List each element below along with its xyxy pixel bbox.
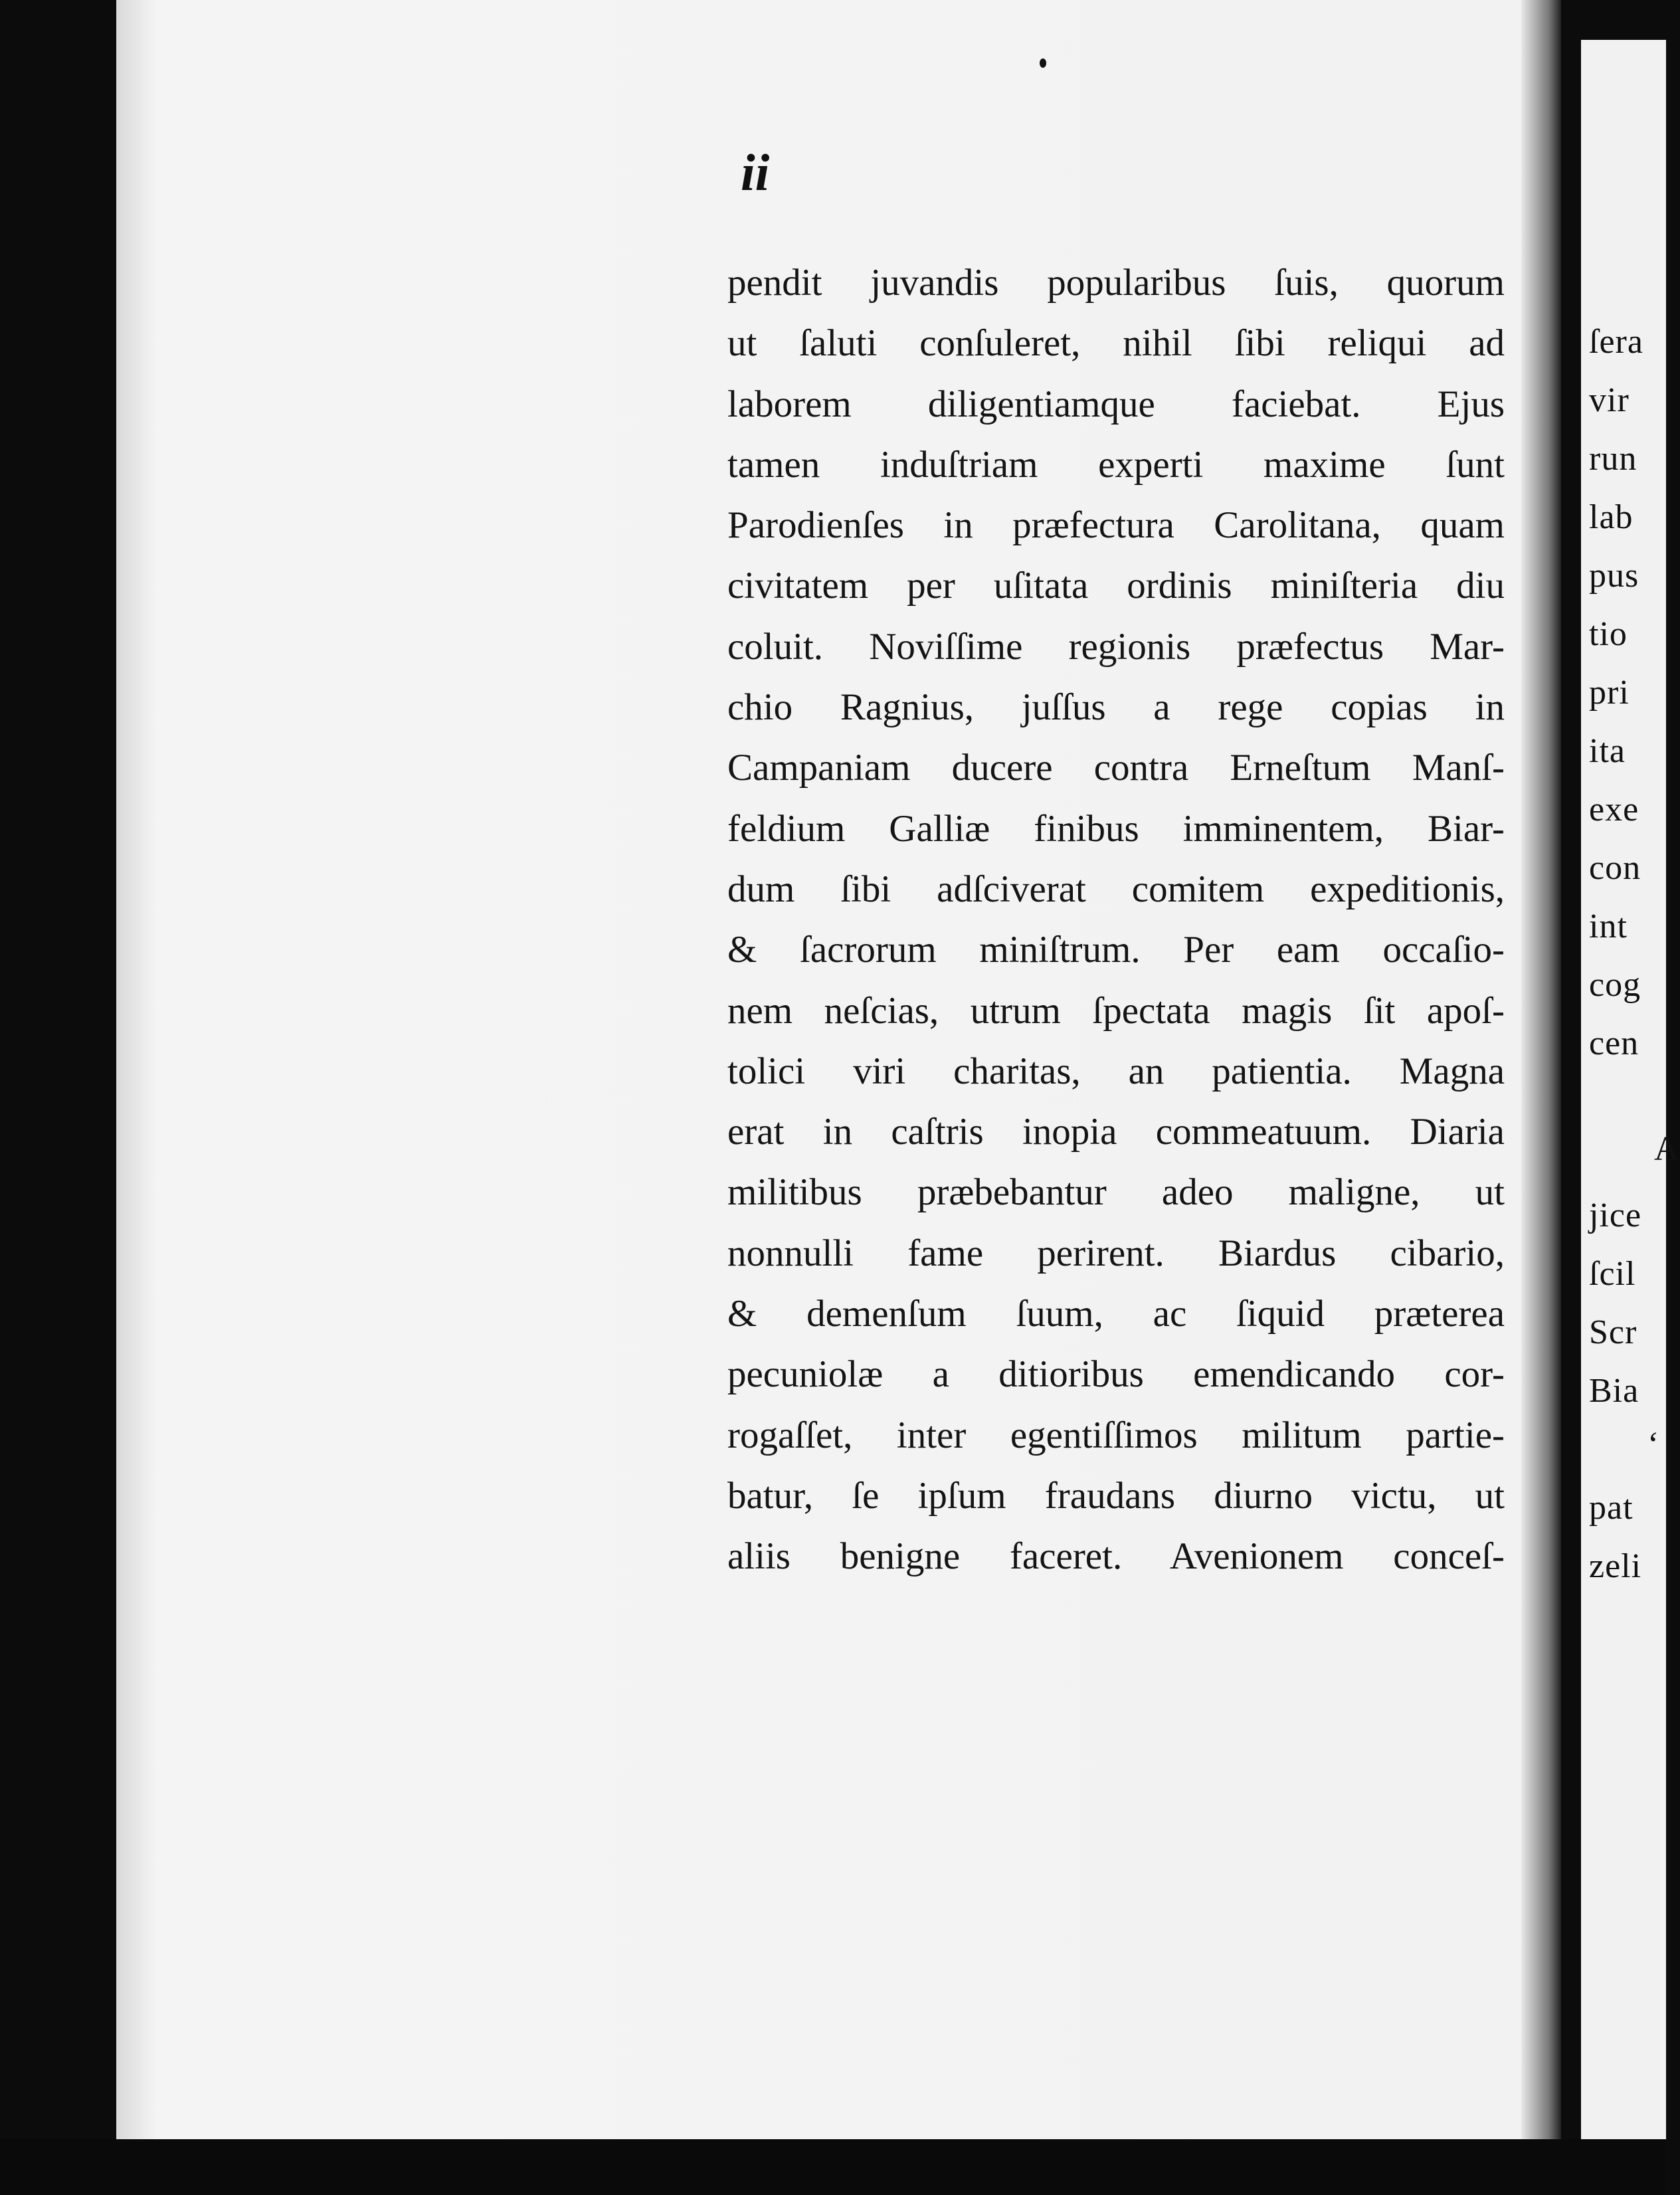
text-line: Parodienſes in præfectura Carolitana, quam	[727, 504, 1505, 547]
text-line: ut ſaluti conſuleret, nihil ſibi reliqui ad	[727, 322, 1505, 365]
text-line: dum ſibi adſciverat comitem expeditionis,	[727, 868, 1505, 910]
facing-line: pat	[1589, 1489, 1633, 1527]
book-page-right	[1581, 40, 1680, 2146]
facing-line: ‘	[1647, 1426, 1660, 1464]
ink-speck	[1040, 58, 1046, 68]
page-number: ii	[741, 143, 770, 201]
scan-border-bottom	[0, 2139, 1666, 2195]
facing-line: cen	[1589, 1024, 1639, 1062]
text-line: tamen induſtriam experti maxime ſunt	[727, 443, 1505, 486]
text-line: tolici viri charitas, an patientia. Magna	[727, 1050, 1505, 1092]
text-line: aliis benigne faceret. Avenionem conceſ-	[727, 1535, 1505, 1578]
facing-line: pri	[1589, 674, 1630, 712]
body-text	[727, 252, 1505, 1587]
facing-line: A	[1654, 1130, 1680, 1168]
facing-line: cog	[1589, 966, 1641, 1004]
facing-line: Scr	[1589, 1313, 1637, 1351]
text-line: batur, ſe ipſum fraudans diurno victu, ut	[727, 1474, 1505, 1517]
facing-line: pus	[1589, 557, 1639, 595]
facing-line: exe	[1589, 791, 1639, 828]
book-page-left	[116, 0, 1548, 2139]
text-line: rogaſſet, inter egentiſſimos militum partie-	[727, 1414, 1505, 1456]
text-line: & ſacrorum miniſtrum. Per eam occaſio-	[727, 929, 1505, 971]
text-line: coluit. Noviſſime regionis præfectus Mar-	[727, 625, 1505, 668]
facing-line: ſcil	[1589, 1255, 1636, 1293]
facing-line: run	[1589, 440, 1637, 478]
text-line: & demenſum ſuum, ac ſiquid præterea	[727, 1293, 1505, 1335]
text-line: chio Ragnius, juſſus a rege copias in	[727, 686, 1505, 729]
facing-line: vir	[1589, 381, 1630, 419]
text-line: feldium Galliæ finibus imminentem, Biar-	[727, 807, 1505, 850]
text-line: pecuniolæ a ditioribus emendicando cor-	[727, 1353, 1505, 1396]
text-line: laborem diligentiamque faciebat. Ejus	[727, 383, 1505, 425]
facing-line: lab	[1589, 498, 1633, 536]
page-gutter-shadow	[1521, 0, 1561, 2139]
text-line: militibus præbebantur adeo maligne, ut	[727, 1171, 1505, 1214]
facing-line: ſera	[1589, 323, 1643, 361]
facing-line: con	[1589, 849, 1641, 887]
facing-line: int	[1589, 907, 1628, 945]
facing-line: zeli	[1589, 1547, 1642, 1585]
text-line: erat in caſtris inopia commeatuum. Diaria	[727, 1111, 1505, 1153]
text-line: pendit juvandis popularibus ſuis, quorum	[727, 262, 1505, 304]
text-line: Campaniam ducere contra Erneſtum Manſ-	[727, 747, 1505, 789]
text-line: civitatem per uſitata ordinis miniſteria diu	[727, 565, 1505, 607]
facing-line: jice	[1589, 1196, 1642, 1234]
facing-line: Bia	[1589, 1372, 1639, 1410]
text-line: nonnulli fame perirent. Biardus cibario,	[727, 1232, 1505, 1274]
text-line: nem neſcias, utrum ſpectata magis ſit apoſ-	[727, 989, 1505, 1032]
facing-line: ita	[1589, 732, 1626, 770]
facing-line: tio	[1589, 615, 1628, 653]
